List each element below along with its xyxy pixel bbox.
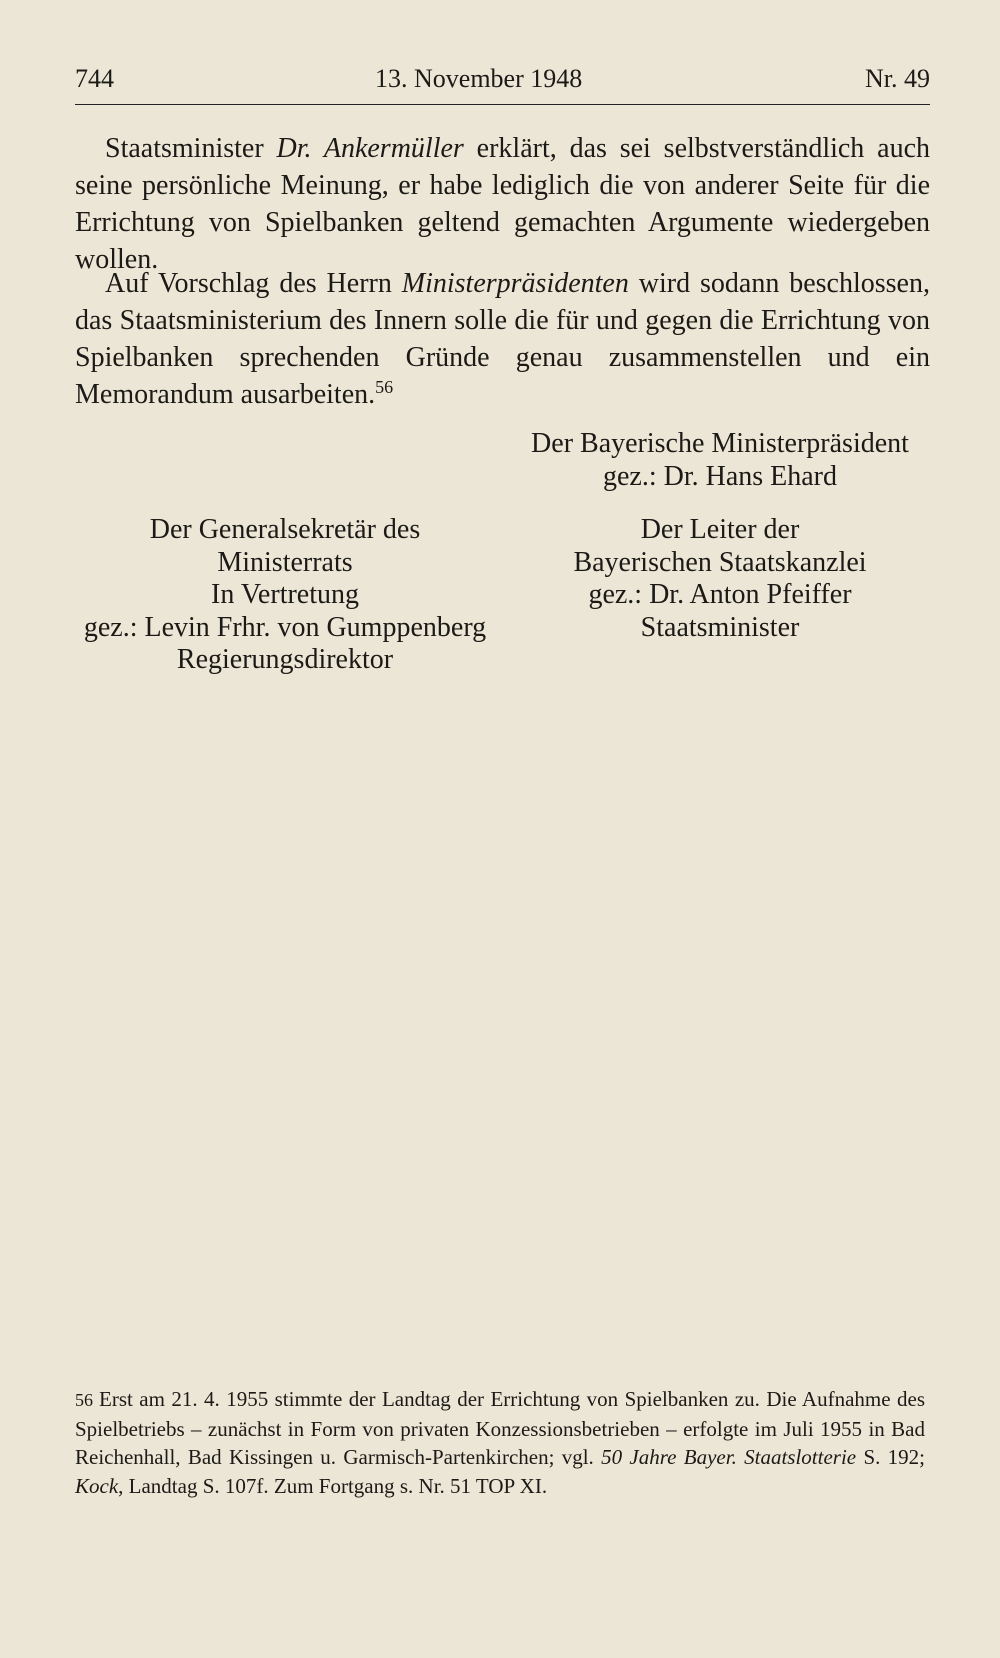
signature-line: In Vertretung: [211, 579, 359, 610]
signature-line: Bayerischen Staatskanzlei: [573, 546, 867, 578]
signature-chancellery-head: [560, 514, 880, 644]
document-number: Nr. 49: [865, 64, 930, 93]
signature-line: Der Bayerische Ministerpräsident: [531, 428, 909, 459]
person-name: Ministerpräsidenten: [401, 268, 629, 299]
signature-line: Der Leiter der: [640, 514, 800, 545]
footnote-56: [75, 1385, 925, 1500]
signature-secretary-general: [75, 514, 495, 677]
footnote-text: , Landtag S. 107f. Zum Fortgang s. Nr. 51 TOP XI.: [118, 1473, 548, 1498]
header-date: 13. November 1948: [375, 64, 583, 93]
page-number: 744: [75, 64, 114, 93]
signature-minister-president: [520, 428, 920, 493]
paragraph-text: wird sodann beschlossen, das Staatsministerium des Innern solle die für und gegen die Errichtung von Spielbanken sprechenden Gründe genau zusammenstellen und ein Memorandum ausarbeiten.: [75, 268, 930, 410]
person-name: Dr. Ankermüller: [276, 133, 464, 164]
signature-line: Ministerrats: [217, 546, 353, 578]
signature-line: gez.: Levin Frhr. von Gumppenberg: [83, 611, 487, 643]
footnote-text: Erst am 21. 4. 1955 stimmte der Landtag der Errichtung von Spielbanken zu. Die Aufnahme des Spielbetriebs – zunächst in Form von privaten Konzessionsbetrieben – erfolgte im Juli 1955 in Bad Reichenhall, Bad Kissingen u. Garmisch-Partenkirchen; vgl.: [75, 1387, 925, 1469]
paragraph-resolution: [75, 265, 930, 413]
signature-line: gez.: Dr. Anton Pfeiffer: [588, 579, 852, 610]
paragraph-ankermueller: [75, 130, 930, 278]
footnote-text: S. 192;: [856, 1445, 926, 1469]
footnote-reference: 56: [375, 377, 394, 397]
paragraph-lead: Staatsminister: [105, 133, 277, 164]
footnote-source-title: 50 Jahre Bayer. Staatslotterie: [601, 1445, 857, 1469]
footnote-number: 56: [75, 1390, 93, 1410]
signature-line: Der Generalsekretär des: [149, 514, 421, 545]
signature-line: Regierungsdirektor: [176, 644, 394, 675]
paragraph-lead: Auf Vorschlag des Herrn: [105, 268, 402, 299]
footnote-author: Kock: [75, 1473, 119, 1498]
paragraph-text: erklärt, das sei selbstverständlich auch seine persönliche Meinung, er habe lediglich die von anderer Seite für die Errichtung von Spielbanken geltend gemachten Argumente wiedergeben wollen.: [75, 133, 930, 275]
signature-line: gez.: Dr. Hans Ehard: [602, 460, 838, 492]
page-header: [75, 64, 930, 105]
signature-line: Staatsminister: [640, 611, 800, 643]
